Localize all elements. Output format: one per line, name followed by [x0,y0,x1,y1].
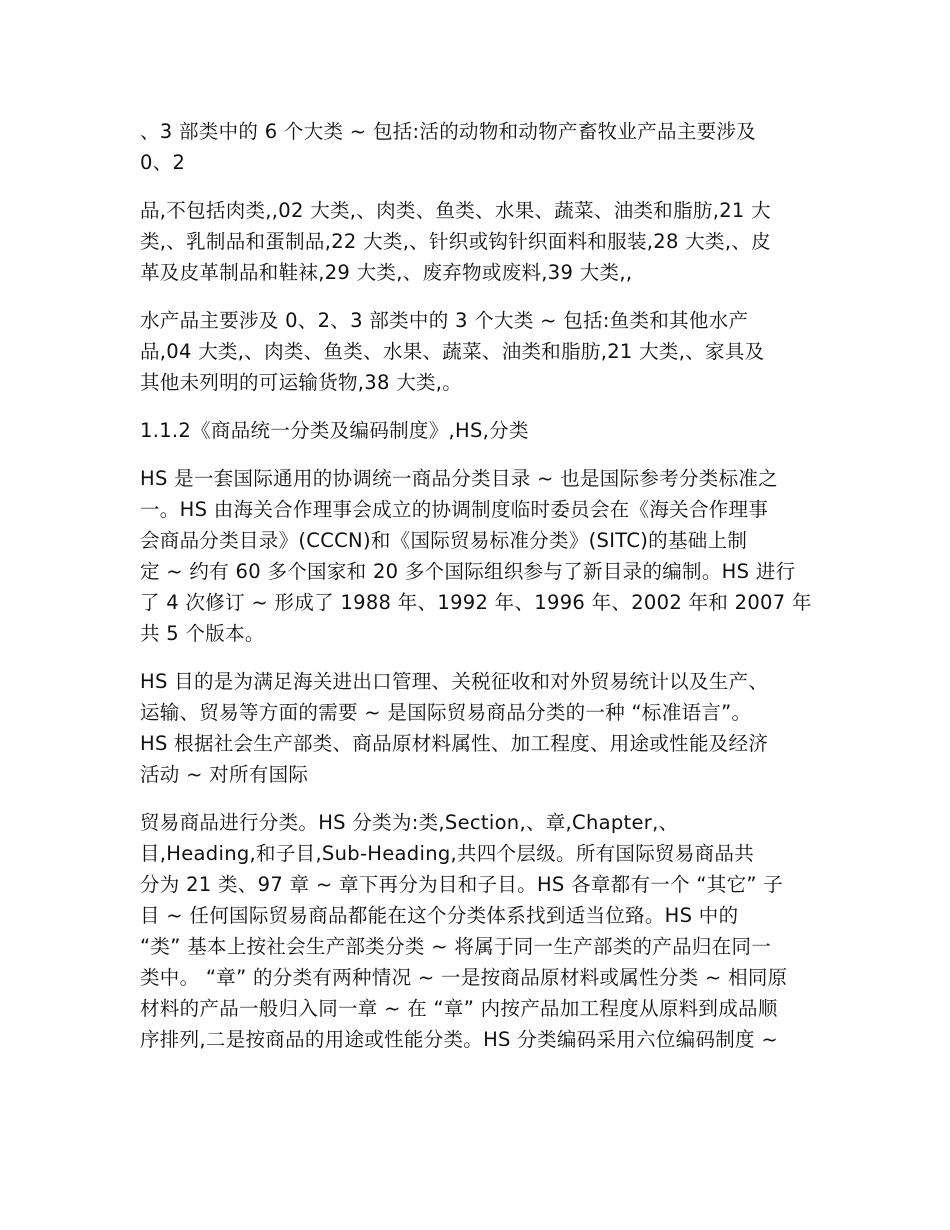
text-line: 定 ~ 约有 60 多个国家和 20 多个国际组织参与了新目录的编制。HS 进行 [140,560,796,583]
paragraph [140,195,812,288]
text-line: “类” 基本上按社会生产部类分类 ~ 将属于同一生产部类的产品归在同一 [140,935,772,958]
text-line: 其他未列明的可运输货物,38 大类,。 [140,371,463,394]
text-line: 品,不包括肉类,,02 大类,、肉类、鱼类、水果、蔬菜、油类和脂肪,21 大 [140,199,771,222]
text-line: 贸易商品进行分类。HS 分类为:类,Section,、章,Chapter,、 [140,811,679,834]
text-line: 目 ~ 任何国际贸易商品都能在这个分类体系找到适当位臵。HS 中的 [140,904,739,927]
text-line: 0、2 [140,151,186,174]
text-line: 目,Heading,和子目,Sub-Heading,共四个层级。所有国际贸易商品共 [140,842,755,865]
text-line: 材料的产品一般归入同一章 ~ 在 “章” 内按产品加工程度从原料到成品顺 [140,997,778,1020]
text-line: HS 是一套国际通用的协调统一商品分类目录 ~ 也是国际参考分类标准之 [140,467,778,490]
text-line: 了 4 次修订 ~ 形成了 1988 年、1992 年、1996 年、2002 年和 2007 年 [140,591,812,614]
paragraph [140,116,812,178]
text-line: 分为 21 类、97 章 ~ 章下再分为目和子目。HS 各章都有一个 “其它” 子 [140,873,784,896]
text-line: HS 根据社会生产部类、商品原材料属性、加工程度、用途或性能及经济 [140,732,769,755]
text-line: 序排列,二是按商品的用途或性能分类。HS 分类编码采用六位编码制度 ~ [140,1028,778,1051]
text-line: 类中。 “章” 的分类有两种情况 ~ 一是按商品原材料或属性分类 ~ 相同原 [140,966,788,989]
text-line: 、3 部类中的 6 个大类 ~ 包括:活的动物和动物产畜牧业产品主要涉及 [140,120,757,143]
text-line: 品,04 大类,、肉类、鱼类、水果、蔬菜、油类和脂肪,21 大类,、家具及 [140,340,765,363]
text-line: 类,、乳制品和蛋制品,22 大类,、针织或钩针织面料和服装,28 大类,、皮 [140,230,771,253]
text-line: 活动 ~ 对所有国际 [140,763,309,786]
text-line: 革及皮革制品和鞋袜,29 大类,、废弃物或废料,39 大类,, [140,261,633,284]
paragraph [140,807,812,1055]
heading-line: 1.1.2《商品统一分类及编码制度》,HS,分类 [140,419,529,442]
paragraph [140,305,812,398]
text-line: 一。HS 由海关合作理事会成立的协调制度临时委员会在《海关合作理事 [140,498,769,521]
paragraph [140,666,812,790]
section-heading [140,415,812,446]
text-line: 运输、贸易等方面的需要 ~ 是国际贸易商品分类的一种 “标准语言”。 [140,701,752,724]
document-page [140,116,812,1072]
text-line: 共 5 个版本。 [140,622,265,645]
paragraph [140,463,812,649]
text-line: 水产品主要涉及 0、2、3 部类中的 3 个大类 ~ 包括:鱼类和其他水产 [140,309,749,332]
text-line: HS 目的是为满足海关进出口管理、关税征收和对外贸易统计以及生产、 [140,670,769,693]
text-line: 会商品分类目录》(CCCN)和《国际贸易标准分类》(SITC)的基础上制 [140,529,748,552]
